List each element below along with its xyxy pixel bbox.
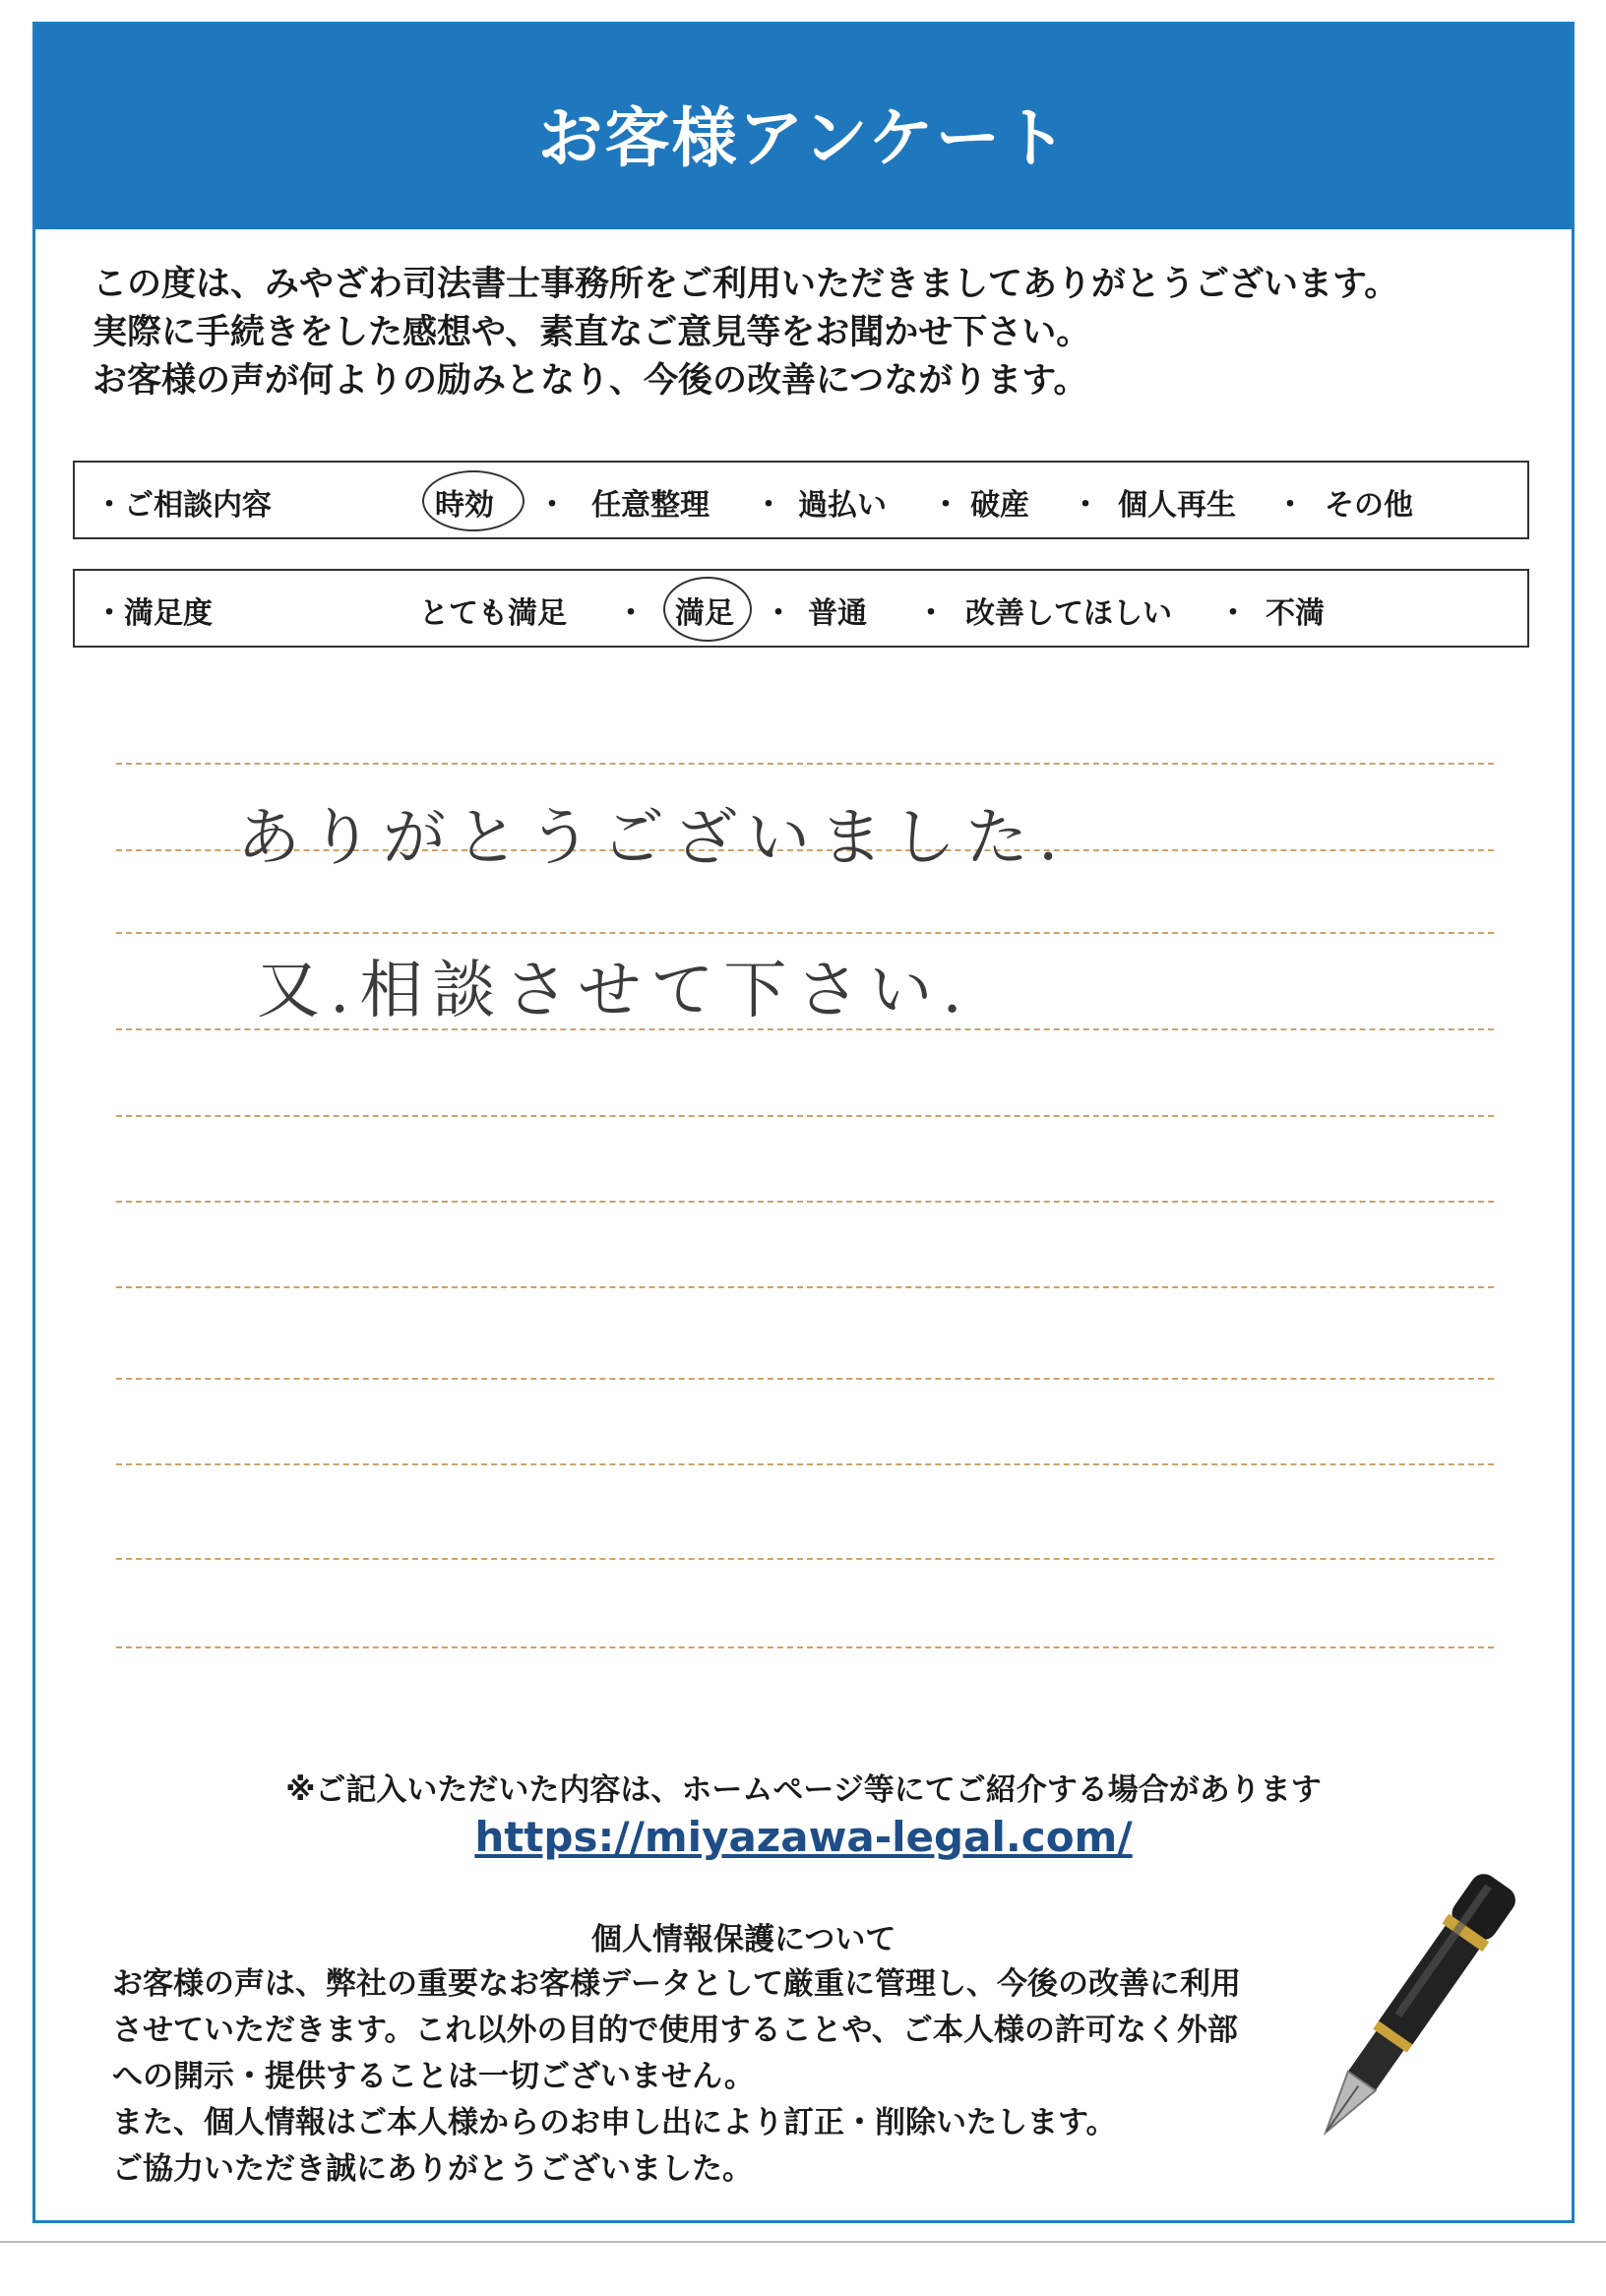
handwritten-comment-line: ありがとうございました.	[237, 802, 1069, 875]
separator: ・	[754, 488, 783, 523]
intro-line: お客様の声が何よりの励みとなり、今後の改善につながります。	[93, 361, 1088, 401]
privacy-line: また、個人情報はご本人様からのお申し出により訂正・削除いたします。	[112, 2105, 1117, 2141]
privacy-line: ご協力いただき誠にありがとうございました。	[112, 2151, 753, 2187]
option-fuman[interactable]: 不満	[1266, 596, 1325, 631]
writing-rule	[116, 1558, 1494, 1560]
option-manzoku[interactable]: 満足	[675, 596, 734, 631]
option-jiko[interactable]: 時効	[435, 488, 494, 523]
page-title: お客様アンケート	[537, 100, 1070, 176]
separator: ・	[931, 488, 960, 523]
consultation-box	[73, 461, 1529, 539]
survey-frame	[32, 22, 1575, 2223]
separator: ・	[1275, 488, 1305, 523]
writing-rule	[116, 1463, 1494, 1465]
option-futsu[interactable]: 普通	[808, 596, 867, 631]
privacy-line: させていただきます。これ以外の目的で使用することや、ご本人様の許可なく外部	[112, 2013, 1238, 2048]
option-kabarai[interactable]: 過払い	[798, 488, 887, 523]
privacy-line: お客様の声は、弊社の重要なお客様データとして厳重に管理し、今後の改善に利用	[112, 1966, 1241, 2002]
option-niniseiri[interactable]: 任意整理	[591, 488, 710, 523]
option-sonota[interactable]: その他	[1325, 488, 1413, 523]
writing-rule	[116, 1115, 1494, 1117]
option-hasan[interactable]: 破産	[970, 488, 1029, 523]
separator: ・	[537, 488, 567, 523]
separator: ・	[1071, 488, 1100, 523]
consultation-label: ・ご相談内容	[94, 488, 272, 523]
intro-line: この度は、みやざわ司法書士事務所をご利用いただきましてありがとうございます。	[93, 265, 1399, 304]
writing-rule	[116, 1646, 1494, 1648]
publication-notice: ※ご記入いただいた内容は、ホームページ等にてご紹介する場合があります	[285, 1772, 1322, 1808]
separator: ・	[764, 596, 793, 631]
option-kojinsaisei[interactable]: 個人再生	[1118, 488, 1236, 523]
option-totemo-manzoku[interactable]: とても満足	[419, 596, 567, 631]
header-band	[35, 25, 1572, 229]
writing-rule	[116, 763, 1494, 765]
intro-line: 実際に手続きをした感想や、素直なご意見等をお聞かせ下さい。	[93, 313, 1091, 352]
satisfaction-label: ・満足度	[94, 596, 213, 631]
separator: ・	[916, 596, 946, 631]
website-link[interactable]: https://miyazawa-legal.com/	[474, 1813, 1133, 1861]
writing-rule	[116, 1286, 1494, 1288]
handwritten-comment-line: 又.相談させて下さい.	[257, 955, 972, 1027]
writing-rule	[116, 932, 1494, 934]
privacy-title: 個人情報保護について	[591, 1922, 896, 1957]
privacy-line: への開示・提供することは一切ございません。	[112, 2059, 755, 2094]
fountain-pen-icon	[1295, 1845, 1531, 2170]
writing-rule	[116, 1201, 1494, 1203]
writing-rule	[116, 1378, 1494, 1380]
intro-text	[93, 261, 1529, 405]
page-bottom-line	[0, 2241, 1606, 2243]
privacy-text	[112, 1961, 1372, 2193]
satisfaction-box	[73, 569, 1529, 648]
option-kaizen[interactable]: 改善してほしい	[965, 596, 1172, 631]
separator: ・	[616, 596, 646, 631]
separator: ・	[1218, 596, 1248, 631]
